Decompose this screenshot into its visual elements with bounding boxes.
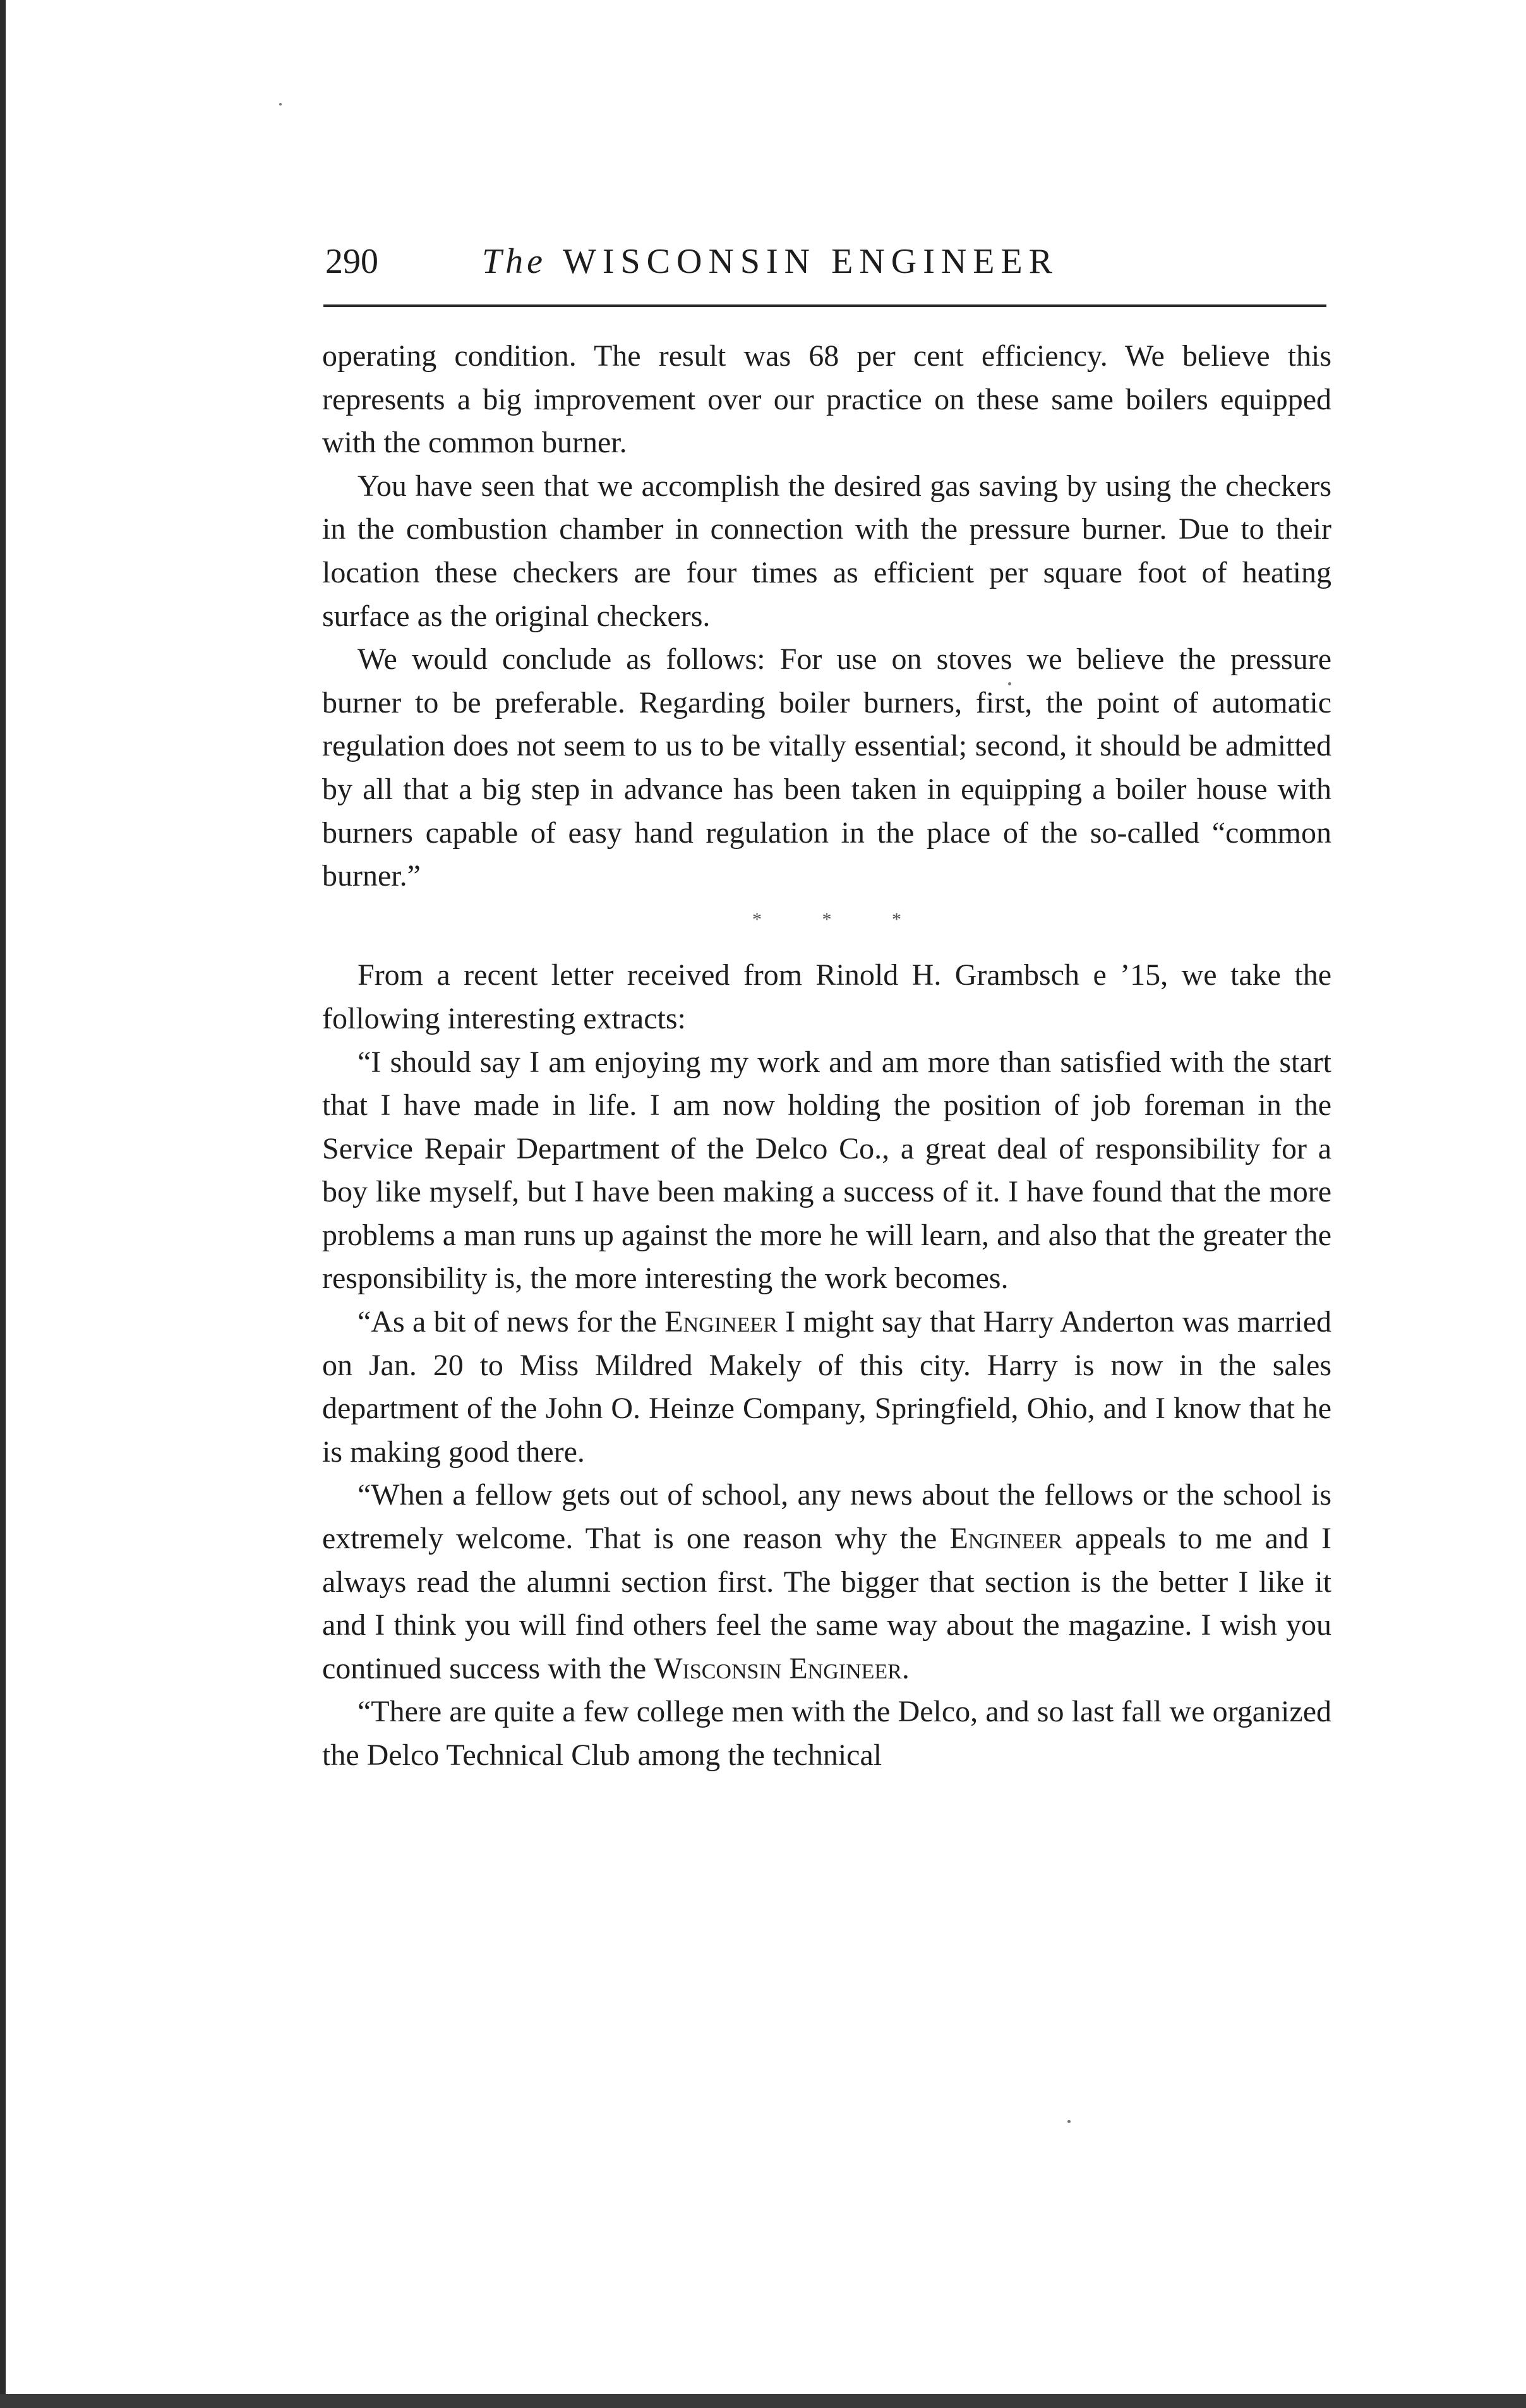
- section-separator: * * *: [752, 908, 929, 930]
- welcome-text-end: .: [901, 1651, 910, 1685]
- journal-title: [482, 241, 1059, 282]
- scan-speck: [1067, 2120, 1071, 2123]
- paragraph-letter-intro: From a recent letter received from Rinold H. Grambsch e ’15, we take the following interesting extracts:: [322, 958, 1331, 1035]
- journal-title-the: The: [482, 242, 546, 281]
- paragraph-letter-club: “There are quite a few college men with the Delco, and so last fall we organized the Delco Technical Club among the technical: [322, 1695, 1331, 1772]
- wisconsin-engineer-smallcaps: Wisconsin Engineer: [654, 1651, 902, 1685]
- separator-gap: [322, 941, 1331, 954]
- news-text-before: “As a bit of news for the: [357, 1305, 657, 1339]
- scan-edge-bottom: [0, 2394, 1526, 2408]
- engineer-smallcaps: Engineer: [949, 1522, 1062, 1556]
- paragraph-continuation: operating condition. The result was 68 per cent efficiency. We believe this represents a big improvement over our practice on these same boilers equipped with the common burner.: [322, 339, 1331, 460]
- scan-edge-left: [0, 0, 6, 2408]
- running-head: [325, 241, 1336, 292]
- header-rule: [323, 304, 1326, 307]
- paragraph-letter-welcome: [322, 1474, 1331, 1690]
- paragraph-letter-work: “I should say I am enjoying my work and am more than satisfied with the start that I have made in life. I am now holding the position of job foreman in the Service Repair Department of the Delco Co., a great deal of responsibility for a boy like myself, but I have been making a success of it. I have found that the more problems a man runs up against the more he will learn, and also that the greater the responsibility is, the more interesting the work becomes.: [322, 1045, 1331, 1296]
- engineer-smallcaps: Engineer: [664, 1305, 778, 1339]
- paragraph-letter-news: [322, 1301, 1331, 1474]
- paragraph-checkers: You have seen that we accomplish the desired gas saving by using the checkers in the combustion chamber in connection with the pressure burner. Due to their location these checkers are four times as efficient per square foot of heating surface as the original checkers.: [322, 469, 1331, 633]
- page-number: 290: [325, 242, 378, 281]
- welcome-text-start: “When a fellow gets out of school, any news about the fellows or the school is extremely welcome. That is one reason why the: [322, 1478, 1331, 1556]
- journal-title-name: WISCONSIN ENGINEER: [563, 242, 1059, 281]
- scan-speck: [279, 103, 282, 105]
- welcome-text-middle: appeals to me and I always read the alumni section first. The bigger that section is the better I like it and I think you will find others feel the same way about the magazine. I wish you continued success with the: [322, 1522, 1332, 1685]
- news-text-after: I might say that Harry Anderton was married on Jan. 20 to Miss Mildred Makely of this city. Harry is now in the sales department of the John O. Heinze Company, Springfield, Ohio, and I know that he is making good there.: [322, 1305, 1331, 1469]
- paragraph-conclusion: We would conclude as follows: For use on stoves we believe the pressure burner to be preferable. Regarding boiler burners, first, the point of automatic regulation does not seem to us to be vitally essential; second, it should be admitted by all that a big step in advance has been taken in equipping a boiler house with burners capable of easy hand regulation in the place of the so-called “common burner.”: [322, 642, 1331, 893]
- article-body: [322, 335, 1331, 1778]
